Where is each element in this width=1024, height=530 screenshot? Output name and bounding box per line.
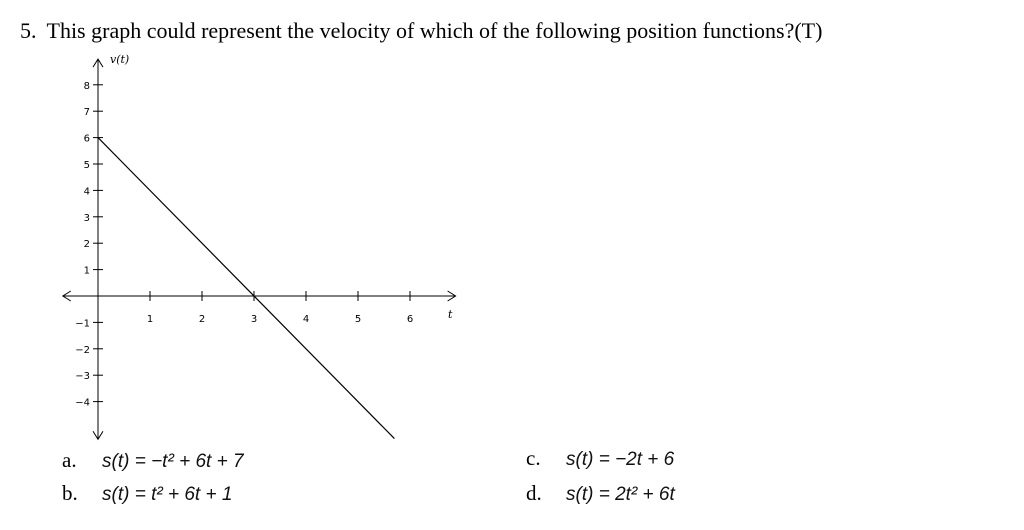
y-tick-label: −4 <box>75 397 90 409</box>
choice-a-letter: a. <box>62 448 77 472</box>
series <box>98 138 394 439</box>
question-number: 5. <box>20 18 37 43</box>
y-tick-label: 7 <box>83 107 90 119</box>
axes <box>63 59 456 439</box>
y-tick-label: −3 <box>75 371 90 383</box>
choice-a[interactable] <box>62 448 244 473</box>
y-tick-label: −1 <box>75 318 90 330</box>
y-tick-label: 5 <box>83 160 90 171</box>
y-tick-label: −2 <box>75 344 90 356</box>
choice-d-letter: d. <box>526 481 542 505</box>
choice-d-expression: s(t) = 2t² + 6t <box>566 484 675 505</box>
x-tick-label: 6 <box>406 314 414 325</box>
choice-c-letter: c. <box>526 446 541 470</box>
choice-c-expression: s(t) = −2t + 6 <box>566 449 675 470</box>
question-prompt: This graph could represent the velocity of which of the following position functions?(T) <box>46 18 823 43</box>
ticks <box>75 81 413 409</box>
y-tick-label: 4 <box>83 186 90 198</box>
y-tick-label: 2 <box>83 239 90 251</box>
choice-a-expression: s(t) = −t² + 6t + 7 <box>102 451 244 472</box>
y-tick-label: 1 <box>83 265 90 277</box>
x-tick-label: 4 <box>302 314 310 325</box>
y-tick-label: 6 <box>83 133 90 145</box>
x-axis-label: t <box>448 308 453 321</box>
y-tick-label: 3 <box>83 212 90 224</box>
y-axis-label: v(t) <box>110 53 130 66</box>
choice-b-expression: s(t) = t² + 6t + 1 <box>102 484 233 505</box>
choice-d[interactable] <box>526 481 675 506</box>
x-tick-label: 1 <box>146 314 154 325</box>
x-tick-label: 3 <box>250 314 258 325</box>
choice-b[interactable] <box>62 481 232 506</box>
choice-b-letter: b. <box>62 481 78 505</box>
x-tick-label: 2 <box>198 314 206 325</box>
choice-c[interactable] <box>526 446 674 471</box>
y-tick-label: 8 <box>83 80 90 92</box>
velocity-line <box>98 138 394 439</box>
x-tick-label: 5 <box>354 314 362 325</box>
